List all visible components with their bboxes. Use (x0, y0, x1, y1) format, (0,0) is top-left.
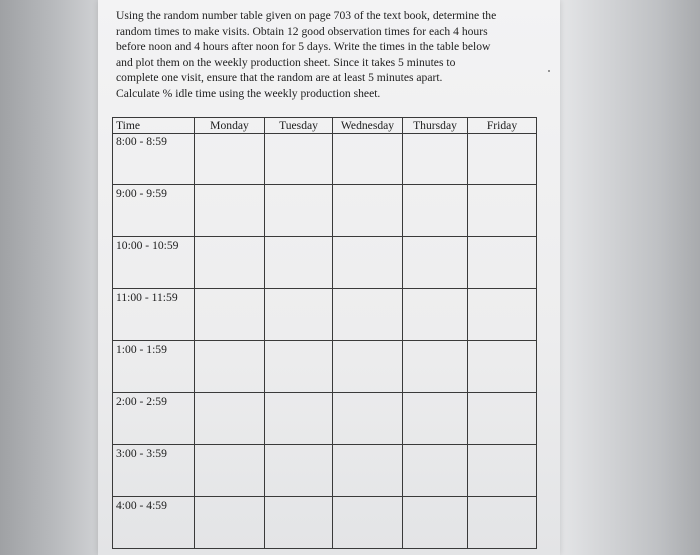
paper-speck (548, 70, 550, 72)
entry-cell[interactable] (468, 237, 537, 289)
entry-cell[interactable] (403, 185, 468, 237)
entry-cell[interactable] (265, 445, 333, 497)
table-row (113, 497, 537, 549)
entry-cell[interactable] (333, 289, 403, 341)
time-slot-label: 11:00 - 11:59 (113, 289, 195, 341)
table-row (113, 289, 537, 341)
entry-cell[interactable] (195, 134, 265, 185)
table-row (113, 237, 537, 289)
time-slot-label: 2:00 - 2:59 (113, 393, 195, 445)
entry-cell[interactable] (265, 134, 333, 185)
entry-cell[interactable] (195, 341, 265, 393)
entry-cell[interactable] (468, 289, 537, 341)
entry-cell[interactable] (333, 185, 403, 237)
entry-cell[interactable] (333, 341, 403, 393)
time-slot-label: 4:00 - 4:59 (113, 497, 195, 549)
entry-cell[interactable] (403, 237, 468, 289)
header-thursday: Thursday (403, 118, 468, 134)
header-friday: Friday (468, 118, 537, 134)
entry-cell[interactable] (468, 497, 537, 549)
entry-cell[interactable] (195, 237, 265, 289)
entry-cell[interactable] (468, 134, 537, 185)
time-slot-label: 9:00 - 9:59 (113, 185, 195, 237)
entry-cell[interactable] (195, 289, 265, 341)
entry-cell[interactable] (195, 393, 265, 445)
instruction-line: Calculate % idle time using the weekly production sheet. (116, 86, 381, 100)
instruction-line: complete one visit, ensure that the random are at least 5 minutes apart. (116, 71, 443, 85)
entry-cell[interactable] (468, 445, 537, 497)
entry-cell[interactable] (403, 134, 468, 185)
entry-cell[interactable] (265, 237, 333, 289)
header-wednesday: Wednesday (333, 118, 403, 134)
time-slot-label: 10:00 - 10:59 (113, 237, 195, 289)
table-row (113, 341, 537, 393)
time-slot-label: 3:00 - 3:59 (113, 445, 195, 497)
entry-cell[interactable] (195, 445, 265, 497)
table-row (113, 445, 537, 497)
entry-cell[interactable] (195, 185, 265, 237)
table-row (113, 185, 537, 237)
entry-cell[interactable] (265, 289, 333, 341)
instruction-line: and plot them on the weekly production sheet. Since it takes 5 minutes to (116, 55, 456, 69)
entry-cell[interactable] (265, 341, 333, 393)
header-time: Time (113, 118, 195, 134)
time-slot-label: 8:00 - 8:59 (113, 134, 195, 185)
entry-cell[interactable] (403, 289, 468, 341)
entry-cell[interactable] (333, 237, 403, 289)
header-tuesday: Tuesday (265, 118, 333, 134)
table-row (113, 393, 537, 445)
entry-cell[interactable] (403, 445, 468, 497)
entry-cell[interactable] (403, 341, 468, 393)
instruction-line: Using the random number table given on page 703 of the text book, determine the (116, 9, 497, 22)
instructions-paragraph (116, 8, 546, 102)
schedule-table (112, 117, 537, 549)
entry-cell[interactable] (333, 393, 403, 445)
entry-cell[interactable] (195, 497, 265, 549)
entry-cell[interactable] (333, 445, 403, 497)
table-row (113, 134, 537, 185)
entry-cell[interactable] (265, 497, 333, 549)
instruction-line: before noon and 4 hours after noon for 5 days. Write the times in the table below (116, 40, 491, 54)
table-header-row (113, 118, 537, 134)
entry-cell[interactable] (333, 134, 403, 185)
time-slot-label: 1:00 - 1:59 (113, 341, 195, 393)
entry-cell[interactable] (468, 341, 537, 393)
header-monday: Monday (195, 118, 265, 134)
entry-cell[interactable] (403, 497, 468, 549)
entry-cell[interactable] (333, 497, 403, 549)
entry-cell[interactable] (468, 185, 537, 237)
entry-cell[interactable] (403, 393, 468, 445)
entry-cell[interactable] (265, 185, 333, 237)
entry-cell[interactable] (265, 393, 333, 445)
instruction-line: random times to make visits. Obtain 12 good observation times for each 4 hours (116, 24, 488, 38)
entry-cell[interactable] (468, 393, 537, 445)
